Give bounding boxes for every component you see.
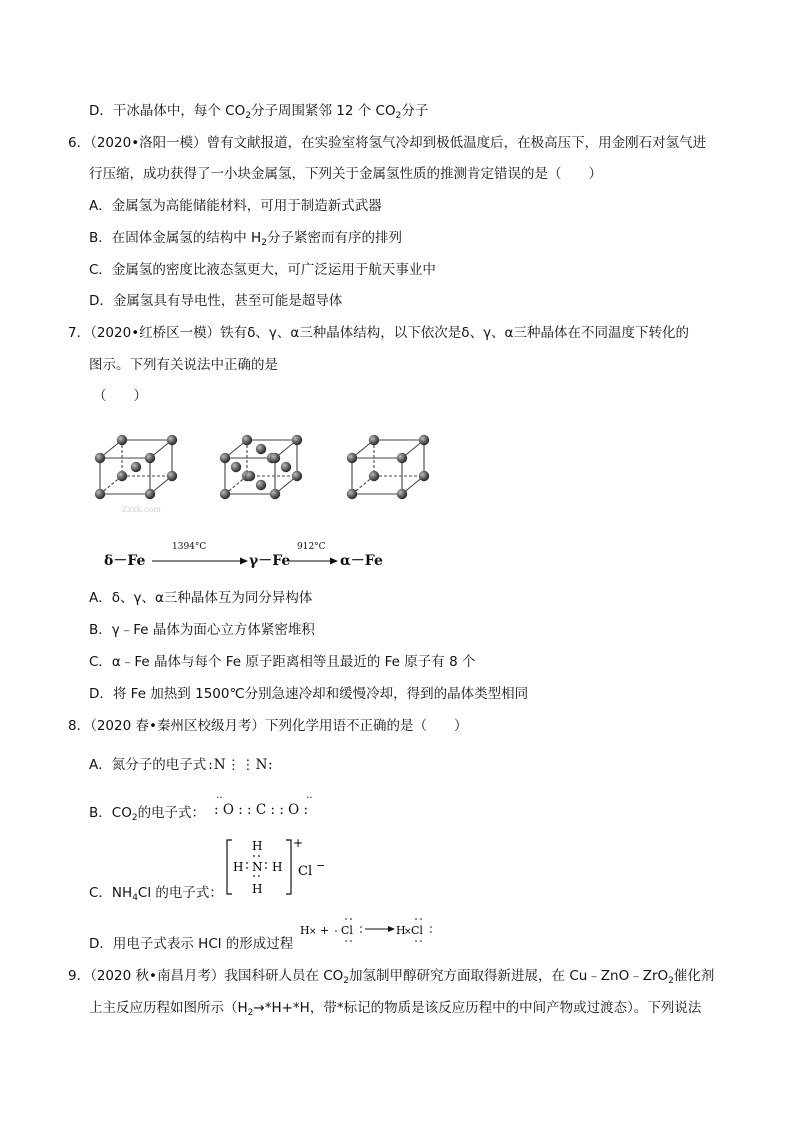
q7-stem-line2: 图示。下列有关说法中正确的是 [89, 357, 278, 373]
svg-text:H: H [233, 860, 244, 874]
q9-stem-line1: 9．（2020 秋•南昌月考）我国科研人员在 $CO_2$加氢制甲醇研究方面取得新进展，在 Cu﹣ZnO﹣ZrO$_2$催化剂 [68, 968, 715, 986]
svg-text:+: + [293, 836, 304, 850]
svg-text:Cl: Cl [298, 864, 313, 879]
q7-option-c: C．α﹣Fe 晶体与每个 Fe 原子距离相等且最近的 Fe 原子有 8 个 [89, 654, 476, 670]
q8-option-b: B．$CO_2$的电子式： [89, 805, 206, 823]
nh4cl-electron-formula [224, 836, 330, 898]
arrow-1-icon [152, 556, 248, 566]
svg-text:H: H [396, 924, 406, 937]
svg-text:H: H [300, 924, 310, 937]
q7-option-a: A．δ、γ、α三种晶体互为同分异构体 [89, 590, 313, 606]
svg-text:Cl: Cl [341, 924, 353, 937]
q6-option-c: C．金属氢的密度比液态氢更大，可广泛运用于航天事业中 [89, 262, 436, 278]
alpha-fe-label: α－Fe [340, 553, 383, 569]
co2-top-dots-left: ‥ [216, 790, 224, 801]
svg-text:+: + [320, 924, 330, 937]
q7-stem-line1: 7．（2020•红桥区一模）铁有δ、γ、α三种晶体结构，以下依次是δ、γ、α三种晶体在不同温度下转化的 [68, 325, 689, 341]
q9-stem-line2: 上主反应历程如图所示（$H_2\to*H+*H$，带*标记的物质是该反应历程中的中间产物或过渡态）。下列说法 [89, 1000, 702, 1018]
svg-text:H: H [272, 860, 283, 874]
svg-text:H: H [252, 882, 263, 896]
watermark: Zxxk.com [122, 505, 161, 514]
q6-option-a: A．金属氢为高能储能材料，可用于制造新式武器 [89, 198, 382, 214]
co2-electron-formula: : O : : C : : O : [214, 802, 309, 818]
alpha-fe-cell [352, 440, 424, 494]
n2-electron-formula: :N⋮⋮N: [208, 757, 274, 773]
svg-text:Cl: Cl [411, 924, 423, 937]
svg-text:N: N [252, 860, 263, 874]
q6-option-d: D．金属氢具有导电性，甚至可能是超导体 [89, 293, 343, 309]
alpha-fe-atoms [347, 435, 429, 499]
q8-option-a: A．氮分子的电子式 :N⋮⋮N: [89, 757, 274, 773]
q5-option-d: D．干冰晶体中，每个 $CO_2$分子周围紧邻 12 个 $CO_2$分子 [89, 103, 429, 121]
temp-1394-label: 1394°C [172, 542, 207, 552]
q8-option-c: C．$NH_4Cl$ 的电子式： [89, 885, 223, 903]
q8-option-d: D．用电子式表示 HCl 的形成过程 [89, 936, 294, 952]
gamma-fe-atoms [220, 435, 302, 499]
q8-stem: 8．（2020 春•秦州区校级月考）下列化学用语不正确的是（ ） [68, 718, 468, 734]
q7-option-b: B．γ﹣Fe 晶体为面心立方体紧密堆积 [89, 622, 315, 638]
svg-text:−: − [316, 859, 326, 872]
svg-text:×: × [309, 927, 317, 937]
arrow-2-icon [288, 556, 338, 566]
gamma-fe-label: γ－Fe [249, 553, 291, 569]
svg-text:H: H [252, 839, 263, 853]
q7-stem-line3: （ ） [93, 388, 147, 404]
delta-fe-label: δ－Fe [104, 553, 146, 569]
temp-912-label: 912°C [297, 542, 326, 552]
q6-stem-line1: 6．（2020•洛阳一模）曾有文献报道，在实验室将氢气冷却到极低温度后，在极高压下，用金刚石对氢气进 [68, 135, 707, 151]
delta-fe-atoms [95, 435, 177, 499]
q6-option-b: B．在固体金属氢的结构中 $H_2$分子紧密而有序的排列 [89, 230, 402, 248]
hcl-formation-process [300, 913, 442, 947]
iron-crystal-figure [90, 420, 450, 520]
q6-stem-line2: 行压缩，成功获得了一小块金属氢，下列关于金属氢性质的推测肯定错误的是（ ） [89, 166, 602, 182]
co2-top-dots-right: ‥ [306, 790, 314, 801]
svg-text:×: × [404, 927, 412, 937]
q7-option-d: D．将 Fe 加热到 1500℃分别急速冷却和缓慢冷却，得到的晶体类型相同 [89, 686, 529, 702]
